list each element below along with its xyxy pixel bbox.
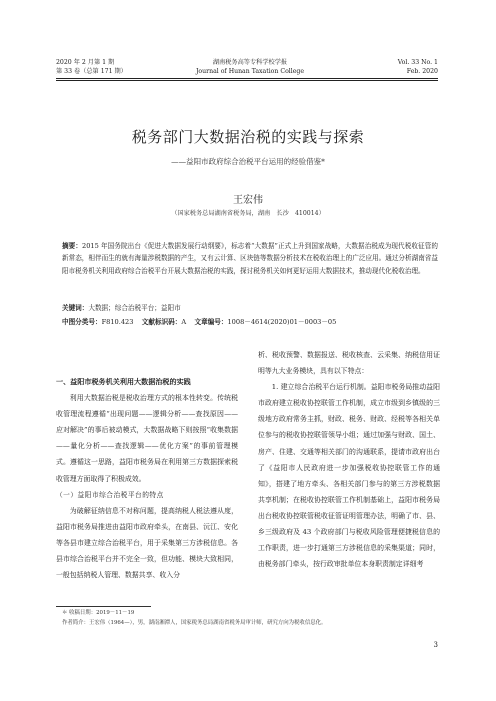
paragraph: 为破解征纳信息不对称问题，提高纳税人税法遵从度，益阳市税务局推进由益阳市政府牵头，在南县、沅江、安化等各县市建立综合治税平台，用于采集第三方涉税信息。各县市综合治税平台并不完全一致，但功能、模块大致相同，一般包括纳税人管理、数据共享、收入分 [56, 506, 238, 580]
article-subtitle: ——益阳市政府综合治税平台运用的经验借鉴* [171, 157, 325, 166]
journal-name [150, 58, 350, 76]
page-number: 3 [433, 641, 438, 649]
article-title: 税务部门大数据治税的实践与探索 [131, 128, 365, 146]
clc-value: F810.423 [101, 318, 134, 326]
footnote-marker: ＊ [62, 610, 68, 616]
volume-info: 第 33 卷（总第 171 期） [56, 68, 127, 75]
author-name: 王宏伟 [233, 195, 263, 206]
clc-label: 中图分类号： [62, 318, 102, 326]
footnote-rule [56, 606, 151, 607]
publication-month: Feb. 2020 [406, 68, 438, 75]
header-rule-top [56, 78, 438, 79]
doc-code-value: A [181, 318, 187, 326]
header-rule-bottom [56, 80, 438, 81]
paragraph: 利用大数据治税是税收治理方式的根本性转变。传统税收管理流程遵循“出现问题——逻辑分析——查找原因——应对解决”的事后被动模式，大数据战略下则按照“收集数据——量化分析——查找逻辑——优化方案”的事前管理模式。遵循这一思路，益阳市税务局在利用第三方数据探索税收管理方面取得了积极成效。 [56, 394, 238, 483]
journal-volume-info [398, 58, 438, 76]
paragraph-continued: 析、税收预警、数据报送、税收核查、云采集、纳税信用证明等九大业务模块，具有以下特点： [258, 351, 440, 376]
journal-name-cn: 湖南税务高等专科学校学报 [212, 59, 288, 66]
body-column-left [56, 374, 238, 583]
received-date [62, 609, 442, 618]
abstract [62, 240, 438, 277]
subsection-heading: （一）益阳市综合治税平台的特点 [56, 490, 164, 499]
received-date-text: 收稿日期：2019－11－19 [69, 610, 135, 616]
keywords [62, 302, 438, 312]
abstract-text: 2015 年国务院出台《促进大数据发展行动纲要》，标志着“大数据”正式上升到国家战略，大数据治税成为现代税收征管的新常态，相伴而生的就有海量涉税数据的产生，又有云计算、区块链等数据分析技术在税收治理上的广泛应用。通过分析湖南省益阳市税务机关利用政府综合治税平台开展大数据治税的实践，探讨税务机关如何更好运用大数据技术，推动现代化税收治理。 [62, 242, 438, 275]
author-affiliation: （国家税务总局湖南省税务局，湖南 长沙 410014） [171, 210, 325, 217]
keywords-label: 关键词： [62, 304, 89, 312]
article-number-label: 文章编号： [194, 318, 228, 326]
abstract-label: 摘要： [62, 242, 83, 250]
body-column-right [258, 347, 440, 572]
keywords-text: 大数据；综合治税平台；益阳市 [88, 304, 181, 312]
section-heading: 一、益阳市税务机关利用大数据治税的实践 [56, 377, 191, 386]
journal-name-en: Journal of Hunan Taxation College [195, 68, 305, 75]
journal-issue-info [56, 58, 127, 76]
paragraph: 1. 建立综合治税平台运行机制。益阳市税务局推动益阳市政府建立税收协控联管工作机制，成立市级到乡镇级的三级地方政府常务主抓，财政、税务、财政、经税等各相关单位参与的税收协控联管领导小组；通过加强与财政、国土、房产、住建、交通等相关部门的沟通联系，提请市政府出台了《益阳市人民政府进一步加强税收协控联管工作的通知》，搭建了地方牵头、各相关部门参与的第三方涉税数据共享机制；在税收协控联管工作机制基础上，益阳市税务局出台税收协控联管税收征管证明管理办法，明确了市、县、乡三级政府及 43 个政府部门与税收风险管理便捷税信息的工作职责，进一步打通第三方涉税信息的采集渠道；同时，由税务部门牵头，按行政审批单位本身职责制定详细考 [258, 383, 440, 569]
article-number-value: 1008－4614(2020)01－0003－05 [227, 318, 337, 326]
author-bio: 作者简介：王宏伟（1964—），男，湖南湘潭人，国家税务总局湖南省税务局审计师，研究方向为税收信息化。 [62, 620, 327, 626]
doc-code-label: 文献标识码： [141, 318, 182, 326]
volume-number: Vol. 33 No. 1 [397, 59, 438, 66]
issue-date: 2020 年 2 月第 1 期 [56, 59, 115, 66]
classification-line [62, 316, 438, 326]
